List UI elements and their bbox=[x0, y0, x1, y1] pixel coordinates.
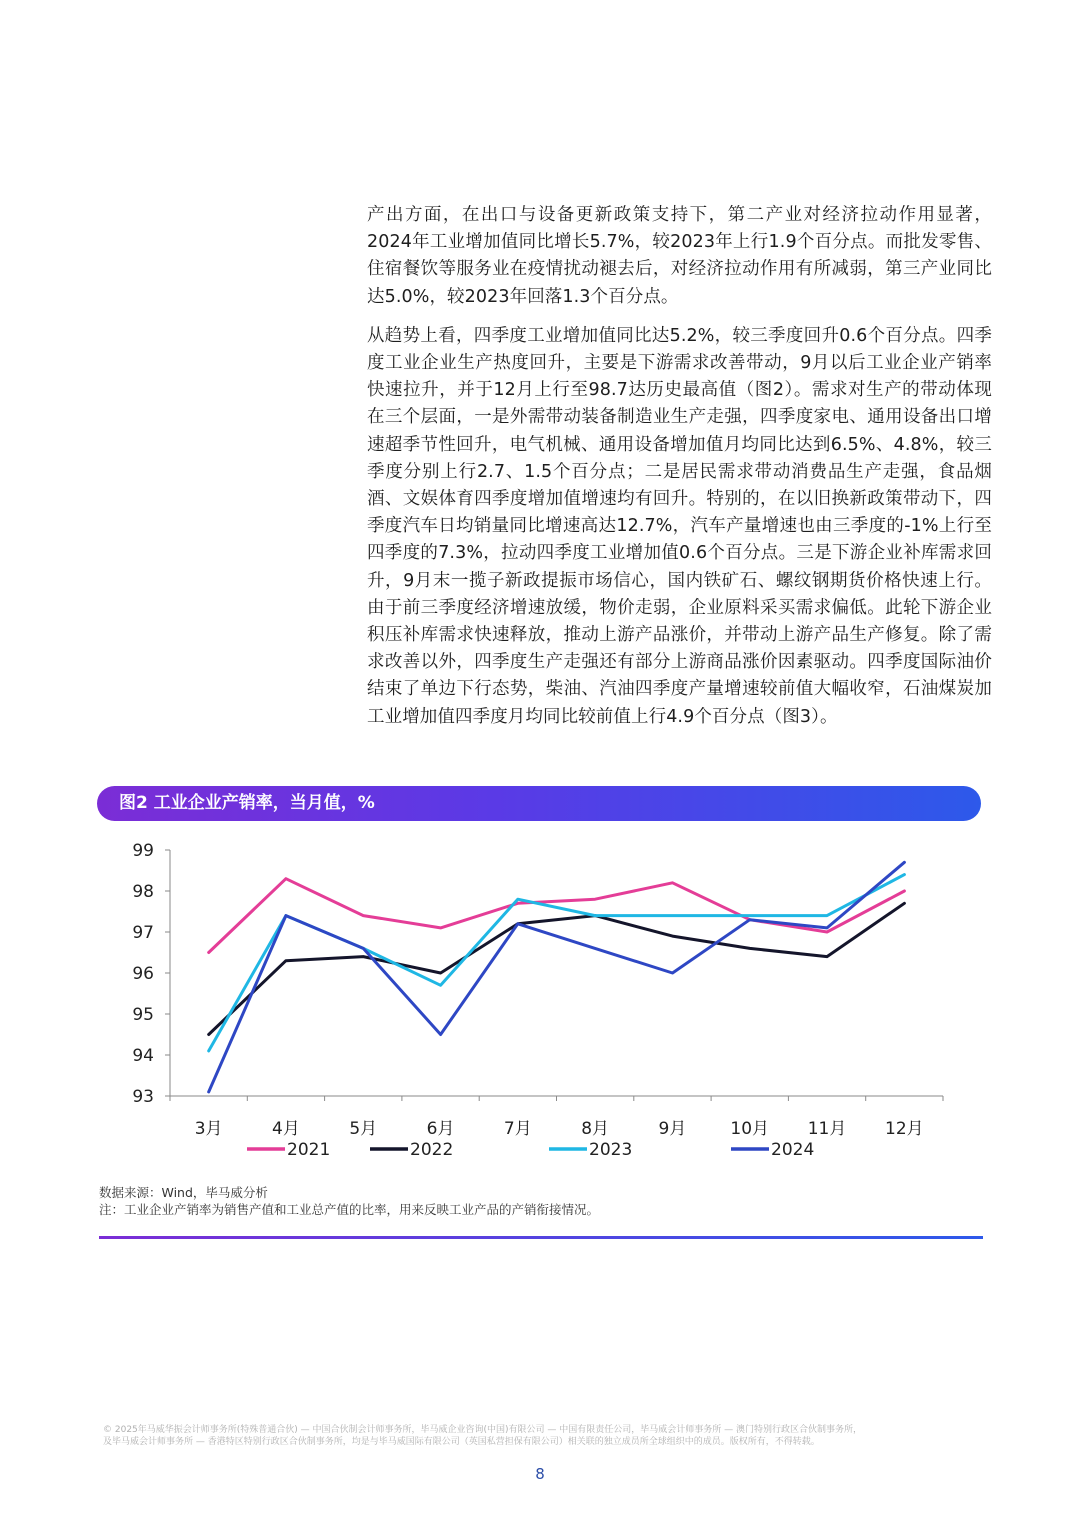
copyright-line-1: © 2025年马威华振会计师事务所(特殊普通合伙) — 中国合伙制会计师事务所，毕马威企业咨询(中国)有限公司 — 中国有限责任公司，毕马威会计师事务所 — 澳门特别行政区合伙制事务所， bbox=[103, 1425, 862, 1435]
legend-label-2022: 2022 bbox=[410, 1140, 454, 1160]
copyright-line-2: 及毕马威会计师事务所 — 香港特区特别行政区合伙制事务所，均是与毕马威国际有限公司（英国私营担保有限公司）相关联的独立成员所全球组织中的成员。版权所有，不得转载。 bbox=[103, 1437, 820, 1447]
x-tick-label: 8月 bbox=[581, 1119, 610, 1139]
data-source: 数据来源：Wind，毕马威分析 bbox=[99, 1185, 268, 1200]
x-tick-label: 5月 bbox=[349, 1119, 378, 1139]
y-tick-label: 98 bbox=[132, 882, 154, 902]
chart-title: 图2 工业企业产销率，当月值，% bbox=[119, 793, 375, 813]
x-tick-label: 12月 bbox=[885, 1119, 924, 1139]
y-tick-label: 96 bbox=[132, 964, 154, 984]
divider-rule bbox=[99, 1236, 983, 1239]
x-tick-label: 10月 bbox=[730, 1119, 770, 1139]
line-chart bbox=[97, 832, 981, 1177]
paragraph-trend: 从趋势上看，四季度工业增加值同比达5.2%，较三季度回升0.6个百分点。四季度工业企业生产热度回升，主要是下游需求改善带动，9月以后工业企业产销率快速拉升，并于12月上行至98.7达历史最高值（图2）。需求对生产的带动体现在三个层面，一是外需带动装备制造业生产走强，四季度家电、通用设备出口增速超季节性回升，电气机械、通用设备增加值月均同比达到6.5%、4.8%，较三季度分别上行2.7、1.5个百分点；二是居民需求带动消费品生产走强，食品烟酒、文娱体育四季度增加值增速均有回升。特别的，在以旧换新政策带动下，四季度汽车日均销量同比增速高达12.7%，汽车产量增速也由三季度的-1%上行至四季度的7.3%，拉动四季度工业增加值0.6个百分点。三是下游企业补库需求回升，9月末一揽子新政提振市场信心，国内铁矿石、螺纹钢期货价格快速上行。由于前三季度经济增速放缓，物价走弱，企业原料采买需求偏低。此轮下游企业积压补库需求快速释放，推动上游产品涨价，并带动上游产品生产修复。除了需求改善以外，四季度生产走强还有部分上游商品涨价因素驱动。四季度国际油价结束了单边下行态势，柴油、汽油四季度产量增速较前值大幅收窄，石油煤炭加工业增加值四季度月均同比较前值上行4.9个百分点（图3）。 bbox=[367, 325, 992, 727]
chart-footnote: 注：工业企业产销率为销售产值和工业总产值的比率，用来反映工业产品的产销衔接情况。 bbox=[99, 1202, 600, 1217]
legend-label-2024: 2024 bbox=[771, 1140, 815, 1160]
paragraph-output: 产出方面，在出口与设备更新政策支持下，第二产业对经济拉动作用显著，2024年工业增加值同比增长5.7%，较2023年上行1.9个百分点。而批发零售、住宿餐饮等服务业在疫情扰动褪去后，对经济拉动作用有所减弱，第三产业同比达5.0%，较2023年回落1.3个百分点。 bbox=[367, 205, 992, 307]
series-line-2022 bbox=[209, 903, 905, 1034]
legend-label-2023: 2023 bbox=[589, 1140, 633, 1160]
x-tick-label: 9月 bbox=[658, 1119, 687, 1139]
x-tick-label: 7月 bbox=[503, 1119, 532, 1139]
y-tick-label: 95 bbox=[132, 1005, 154, 1025]
x-tick-label: 6月 bbox=[426, 1119, 455, 1139]
y-tick-label: 94 bbox=[132, 1046, 154, 1066]
legend-label-2021: 2021 bbox=[287, 1140, 331, 1160]
series-line-2024 bbox=[209, 862, 905, 1092]
chart-notes bbox=[99, 1184, 599, 1218]
x-tick-label: 11月 bbox=[807, 1119, 847, 1139]
y-tick-label: 99 bbox=[132, 841, 154, 861]
body-text bbox=[367, 202, 992, 743]
x-tick-label: 3月 bbox=[194, 1119, 223, 1139]
chart-title-banner bbox=[97, 786, 981, 821]
y-tick-label: 97 bbox=[132, 923, 154, 943]
x-tick-label: 4月 bbox=[272, 1119, 300, 1139]
page-number: 8 bbox=[535, 1465, 545, 1483]
y-tick-label: 93 bbox=[132, 1087, 154, 1107]
copyright-notice bbox=[103, 1424, 983, 1448]
